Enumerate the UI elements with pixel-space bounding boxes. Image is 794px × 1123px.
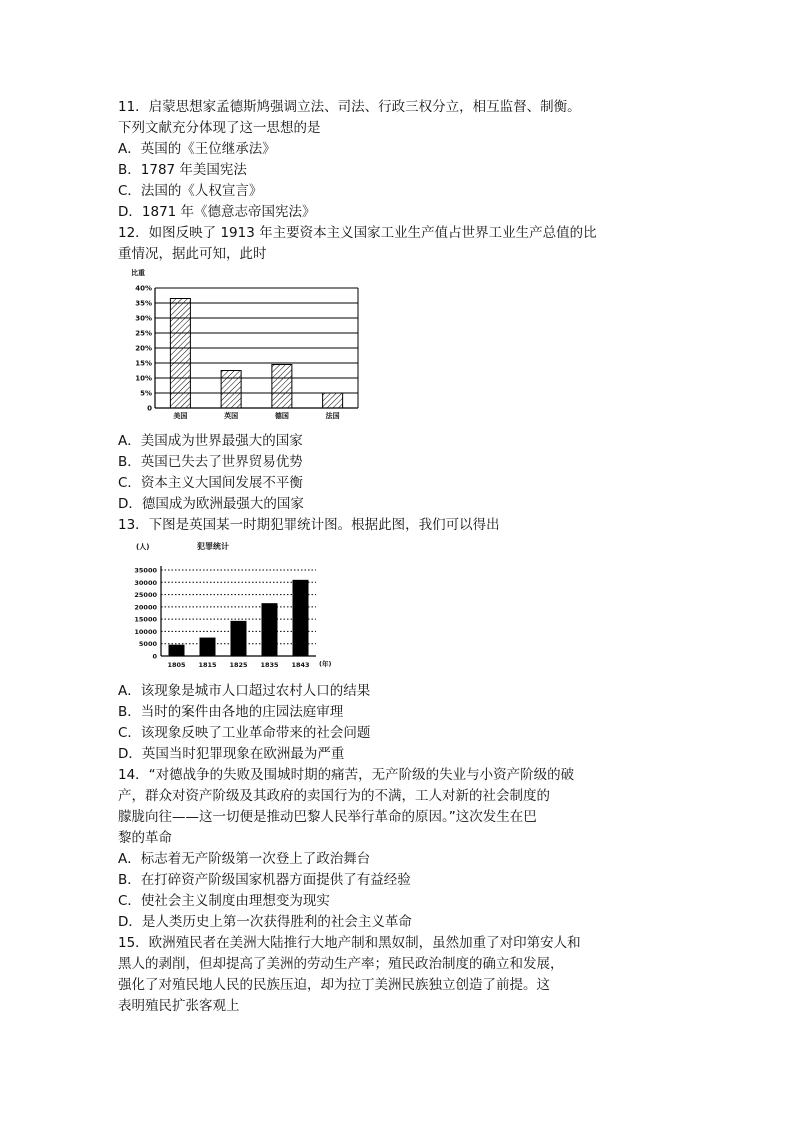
chart2-category-label: 1805 [167,661,186,669]
chart2-category-label: 1825 [229,661,248,669]
q12-option-c: C．资本主义大国间发展不平衡 [118,475,303,491]
chart2-bar [231,621,247,656]
chart1-bar [323,393,343,408]
chart1-ytick-label: 5% [140,389,152,398]
q12-stem-line-1: 12．如图反映了 1913 年主要资本主义国家工业生产值占世界工业生产总值的比 [118,225,597,241]
q13-stem-line-1: 13．下图是英国某一时期犯罪统计图。根据此图，我们可以得出 [118,517,500,533]
q11-stem-line-2: 下列文献充分体现了这一思想的是 [118,120,321,136]
chart1-category-label: 英国 [224,412,239,420]
chart2-ytick-label: 0 [152,652,157,661]
q13-option-c: C．该现象反映了工业革命带来的社会问题 [118,725,371,741]
chart2-category-label: 1835 [260,661,279,669]
chart1-ytick-label: 40% [135,284,152,293]
q11-option-d: D．1871 年《德意志帝国宪法》 [118,204,316,220]
q12-option-a: A．美国成为世界最强大的国家 [118,433,303,449]
q14-stem-line-1: 14．“对德战争的失败及围城时期的痛苦，无产阶级的失业与小资产阶级的破 [118,767,575,783]
q14-stem-line-3: 朦胧向往——这一切便是推动巴黎人民举行革命的原因。”这次发生在巴 [118,809,537,825]
chart2-category-label: 1843 [291,661,310,669]
q11-stem-line-1: 11．启蒙思想家孟德斯鸠强调立法、司法、行政三权分立，相互监督、制衡。 [118,99,581,115]
chart2-bar [262,603,278,656]
chart2-ytick-label: 10000 [134,627,157,636]
chart2-xlabel: (年) [319,660,332,668]
chart1-ytick-label: 10% [135,374,152,383]
chart1-ytick-label: 0 [147,404,152,413]
chart2-ytick-label: 30000 [134,578,157,587]
q14-option-a: A．标志着无产阶级第一次登上了政治舞台 [118,851,371,867]
q13-option-b: B．当时的案件由各地的庄园法庭审理 [118,704,344,720]
chart1-category-label: 法国 [325,412,340,420]
q12-option-d: D．德国成为欧洲最强大的国家 [118,496,304,512]
q14-option-b: B．在打碎资产阶级国家机器方面提供了有益经验 [118,872,411,888]
chart1-bar [272,365,292,409]
chart2-ytick-label: 25000 [134,591,157,600]
q14-stem-line-2: 产，群众对资产阶级及其政府的卖国行为的不满，工人对新的社会制度的 [118,788,550,804]
chart2-bar [169,645,185,656]
chart2-ytick-label: 15000 [134,615,157,624]
chart1-ytick-label: 15% [135,359,152,368]
q15-stem-line-1: 15．欧洲殖民者在美洲大陆推行大地产制和黑奴制，虽然加重了对印第安人和 [118,935,581,951]
q12-option-b: B．英国已失去了世界贸易优势 [118,454,303,470]
q14-stem-line-4: 黎的革命 [118,830,172,846]
chart1-bar [221,371,241,409]
q14-option-c: C．使社会主义制度由理想变为现实 [118,893,330,909]
q11-option-a: A．英国的《王位继承法》 [118,141,276,157]
chart2-ytick-label: 5000 [138,640,157,649]
q13-option-a: A．该现象是城市人口超过农村人口的结果 [118,683,371,699]
q15-stem-line-3: 强化了对殖民地人民的民族压迫，却为拉丁美洲民族独立创造了前提。这 [118,977,550,993]
chart2-ytick-label: 20000 [134,603,157,612]
chart2-ylabel: (人) [136,543,150,551]
chart2-ytick-label: 35000 [134,566,157,575]
q13-option-d: D．英国当时犯罪现象在欧洲最为严重 [118,746,345,762]
chart1-category-label: 德国 [274,412,289,420]
chart1-ytick-label: 25% [135,329,152,338]
chart2-bar [293,580,309,656]
q15-stem-line-2: 黑人的剥削，但却提高了美洲的劳动生产率；殖民政治制度的确立和发展， [118,956,564,972]
q11-option-b: B．1787 年美国宪法 [118,162,247,178]
industrial-share-bar-chart [118,266,368,424]
q11-option-c: C．法国的《人权宣言》 [118,183,263,199]
chart1-ylabel: 比重 [131,269,145,277]
q15-stem-line-4: 表明殖民扩张客观上 [118,998,240,1014]
chart1-ytick-label: 20% [135,344,152,353]
q12-stem-line-2: 重情况，据此可知，此时 [118,246,267,262]
chart2-category-label: 1815 [198,661,217,669]
chart2-title: 犯罪统计 [197,542,229,551]
chart1-category-label: 美国 [173,412,188,420]
crime-statistics-bar-chart [118,540,343,672]
chart1-ytick-label: 30% [135,314,152,323]
chart1-ytick-label: 35% [135,299,152,308]
chart2-bar [200,638,216,656]
chart1-bar [170,299,190,409]
q14-option-d: D．是人类历史上第一次获得胜利的社会主义革命 [118,914,412,930]
